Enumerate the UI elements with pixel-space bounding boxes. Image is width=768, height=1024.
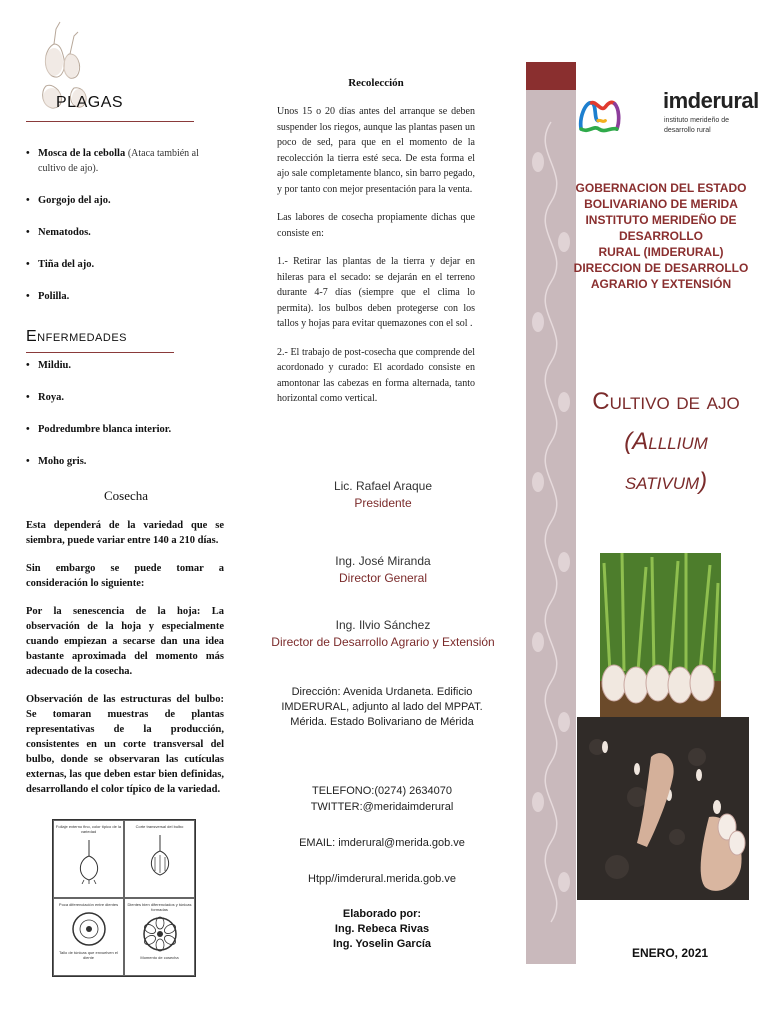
plagas-heading: PLAGAS <box>56 94 124 111</box>
staff-name: Ing. José Miranda <box>335 554 431 568</box>
figure-cell: Follaje externo fino, color típico de la variedad <box>53 820 124 898</box>
list-item: • Gorgojo del ajo. <box>26 193 226 208</box>
imderural-logo-icon <box>578 78 662 156</box>
staff-name: Lic. Rafael Araque <box>333 479 433 493</box>
garlic-plants-photo <box>600 553 721 717</box>
cosecha-heading: Cosecha <box>103 488 149 503</box>
list-item: • Podredumbre blanca interior. <box>26 422 226 437</box>
email-text: EMAIL: imderural@merida.gob.ve <box>299 837 465 849</box>
list-item: • Tiña del ajo. <box>26 257 226 272</box>
staff-director-agrario <box>260 617 506 651</box>
credits-name: Ing. Yoselin García <box>332 938 432 950</box>
figure-cell: Dientes bien diferenciados y túnicas formadas Momento de cosecha <box>124 898 195 976</box>
enfermedades-list <box>26 358 226 486</box>
logo-wordmark: imderural <box>663 88 759 113</box>
planting-garlic-photo <box>577 717 749 900</box>
staff-role: Director General <box>338 571 428 585</box>
enfermedades-heading: Enfermedades <box>26 328 128 345</box>
paragraph: Unos 15 o 20 días antes del arranque se deben suspender los riegos, aunque las plantas pasen un poco de sed, para que en el momento de la recolección la tierra esté seca. De esta forma el ajo sale completamente blanco, sin barro pegado, y por tanto con mejor presentación para la venta. <box>277 106 475 195</box>
institution-heading: GOBERNACION DEL ESTADO BOLIVARIANO DE MERIDA INSTITUTO MERIDEÑO DE DESARROLLO RURAL (IMDERURAL) DIRECCION DE DESARROLLO AGRARIO Y EXTENSIÓN <box>573 181 749 291</box>
credits-label: Elaborado por: <box>342 908 422 920</box>
bulb-cross-section-icon <box>140 914 180 954</box>
staff-director-general <box>260 553 506 587</box>
garlic-bulb-icon <box>74 838 104 884</box>
stripe-accent-bar <box>526 62 576 90</box>
staff-role: Director de Desarrollo Agrario y Extensión <box>271 635 495 649</box>
list-item: • Nematodos. <box>26 225 226 240</box>
bulb-diagram-figure <box>52 819 196 977</box>
paragraph: Esta dependerá de la variedad que se siembra, puede variar entre 140 a 210 días. <box>26 520 224 546</box>
figure-cell: Corte transversal del bulbo <box>124 820 195 898</box>
paragraph: 1.- Retirar las plantas de la tierra y dejar en hileras para el secado: se dejarán en el terreno durante 4-7 días (siempre que el clima lo permita). los bulbos deben protegerse con los tallos y hojas para evitar quemazones con el sol . <box>277 256 475 329</box>
plagas-list <box>26 146 226 321</box>
staff-role: Presidente <box>354 496 412 510</box>
plagas-divider <box>26 121 194 122</box>
garlic-bulb-icon <box>145 833 175 879</box>
list-item: • Roya. <box>26 390 226 405</box>
address-text: Dirección: Avenida Urdaneta. Edificio IMDERURAL, adjunto al lado del MPPAT. Mérida. Estado Bolivariano de Mérida <box>281 686 483 728</box>
paragraph: Por la senescencia de la hoja: La observación de la hoja y especialmente cuando empiezan a secarse dan una idea bastante aproximada del momento más adecuado de la cosecha. <box>26 606 224 677</box>
staff-name: Ing. Ilvio Sánchez <box>335 618 431 632</box>
credits-block <box>262 907 502 952</box>
paragraph: Sin embargo se puede tomar a consideración lo siguiente: <box>26 563 224 589</box>
cosecha-body <box>26 518 224 810</box>
brochure-title: Cultivo de ajo (Alllium sativum) <box>592 388 740 495</box>
publication-date: ENERO, 2021 <box>632 946 709 960</box>
recoleccion-body <box>277 104 475 420</box>
list-item: • Mosca de la cebolla (Ataca también al cultivo de ajo). <box>26 146 226 176</box>
paragraph: Las labores de cosecha propiamente dichas que consiste en: <box>277 212 475 239</box>
phone-text: TELEFONO:(0274) 2634070 <box>311 785 453 797</box>
credits-name: Ing. Rebeca Rivas <box>334 923 430 935</box>
enfermedades-divider <box>26 352 174 353</box>
bulb-cross-section-icon <box>69 909 109 949</box>
recoleccion-heading: Recolección <box>348 77 404 89</box>
list-item: • Mildiu. <box>26 358 226 373</box>
list-item: • Polilla. <box>26 289 226 304</box>
paragraph: 2.- El trabajo de post-cosecha que comprende del acordonado y curado: El acordado consiste en amontonar las cabezas en forma alternada, tanto horizontal como vertical. <box>277 346 475 404</box>
paragraph: Observación de las estructuras del bulbo: Se tomaran muestras de plantas representativas de la producción, consistentes en un corte transversal del bulbo, donde se observaran las cutículas externas, las que deben estar bien definidas, desarrollando el color típico de la variedad. <box>26 694 224 795</box>
staff-president <box>260 478 506 512</box>
list-item: • Moho gris. <box>26 454 226 469</box>
website-text: Htpp//imderural.merida.gob.ve <box>308 873 456 885</box>
figure-cell: Poca diferenciación entre dientes Tallo de túnicas que envuelven el diente <box>53 898 124 976</box>
logo-subtitle: instituto merideño de desarrollo rural <box>664 117 729 134</box>
twitter-text: TWITTER:@meridaimderural <box>310 801 454 813</box>
